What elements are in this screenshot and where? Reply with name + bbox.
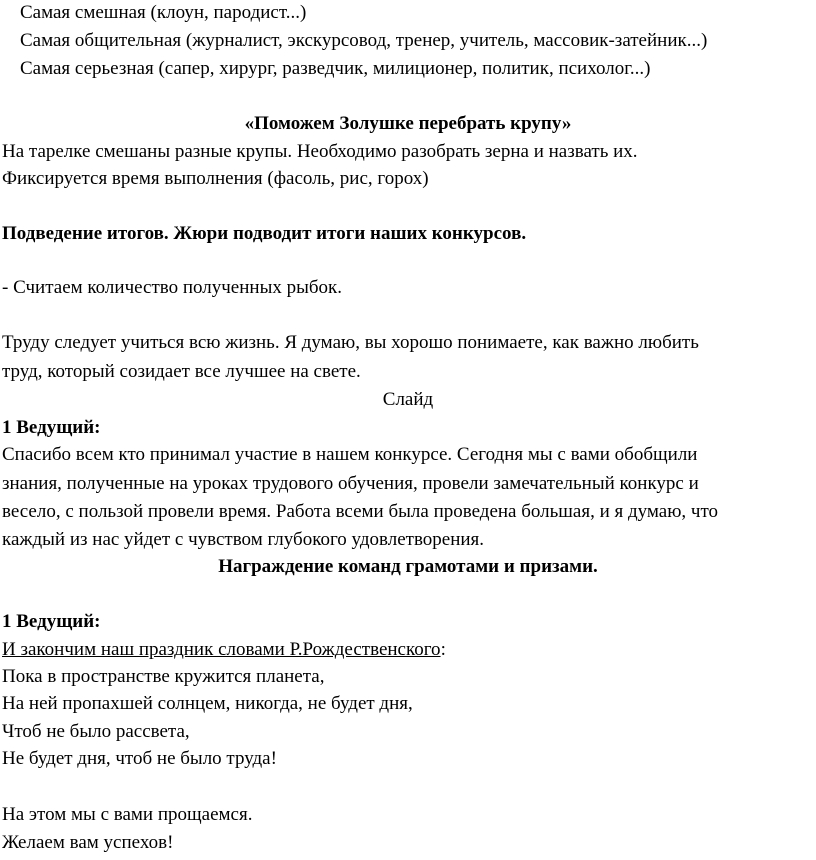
poem-line: Пока в пространстве кружится планета, xyxy=(2,666,325,687)
farewell-line: На этом мы с вами прощаемся. xyxy=(2,804,253,825)
role-line-funny: Самая смешная (клоун, пародист...) xyxy=(20,2,307,23)
awards-heading: Награждение команд грамотами и призами. xyxy=(218,556,598,577)
host-heading: 1 Ведущий: xyxy=(2,417,101,438)
labor-paragraph-line: труд, который созидает все лучшее на свете. xyxy=(2,361,361,382)
labor-paragraph-line: Труду следует учиться всю жизнь. Я думаю, вы хорошо понимаете, как важно любить xyxy=(2,332,699,353)
poem-line: Чтоб не было рассвета, xyxy=(2,721,190,742)
wishes-line: Желаем вам успехов! xyxy=(2,832,174,853)
contest-description-line: Фиксируется время выполнения (фасоль, рис, горох) xyxy=(2,168,429,189)
slide-label: Слайд xyxy=(382,389,434,410)
thanks-paragraph-line: Спасибо всем кто принимал участие в нашем конкурсе. Сегодня мы с вами обобщили xyxy=(2,444,698,465)
poem-intro xyxy=(2,638,446,662)
poem-line: На ней пропахшей солнцем, никогда, не будет дня, xyxy=(2,693,413,714)
poem-line: Не будет дня, чтоб не было труда! xyxy=(2,748,277,769)
poem-intro-colon: : xyxy=(440,639,446,660)
thanks-paragraph-line: каждый из нас уйдет с чувством глубокого удовлетворения. xyxy=(2,529,485,550)
contest-title: «Поможем Золушке перебрать крупу» xyxy=(244,113,572,134)
host-heading: 1 Ведущий: xyxy=(2,611,101,632)
results-heading: Подведение итогов. Жюри подводит итоги наших конкурсов. xyxy=(2,223,527,244)
contest-description-line: На тарелке смешаны разные крупы. Необходимо разобрать зерна и назвать их. xyxy=(2,141,638,162)
count-fish-line: - Считаем количество полученных рыбок. xyxy=(2,277,343,298)
role-line-serious: Самая серьезная (сапер, хирург, разведчик, милиционер, политик, психолог...) xyxy=(20,58,651,79)
thanks-paragraph-line: знания, полученные на уроках трудового обучения, провели замечательный конкурс и xyxy=(2,473,699,494)
poem-intro-underlined: И закончим наш праздник словами Р.Рождественского xyxy=(2,639,441,660)
role-line-sociable: Самая общительная (журналист, экскурсовод, тренер, учитель, массовик-затейник...) xyxy=(20,30,708,51)
thanks-paragraph-line: весело, с пользой провели время. Работа всеми была проведена большая, и я думаю, что xyxy=(2,501,719,522)
